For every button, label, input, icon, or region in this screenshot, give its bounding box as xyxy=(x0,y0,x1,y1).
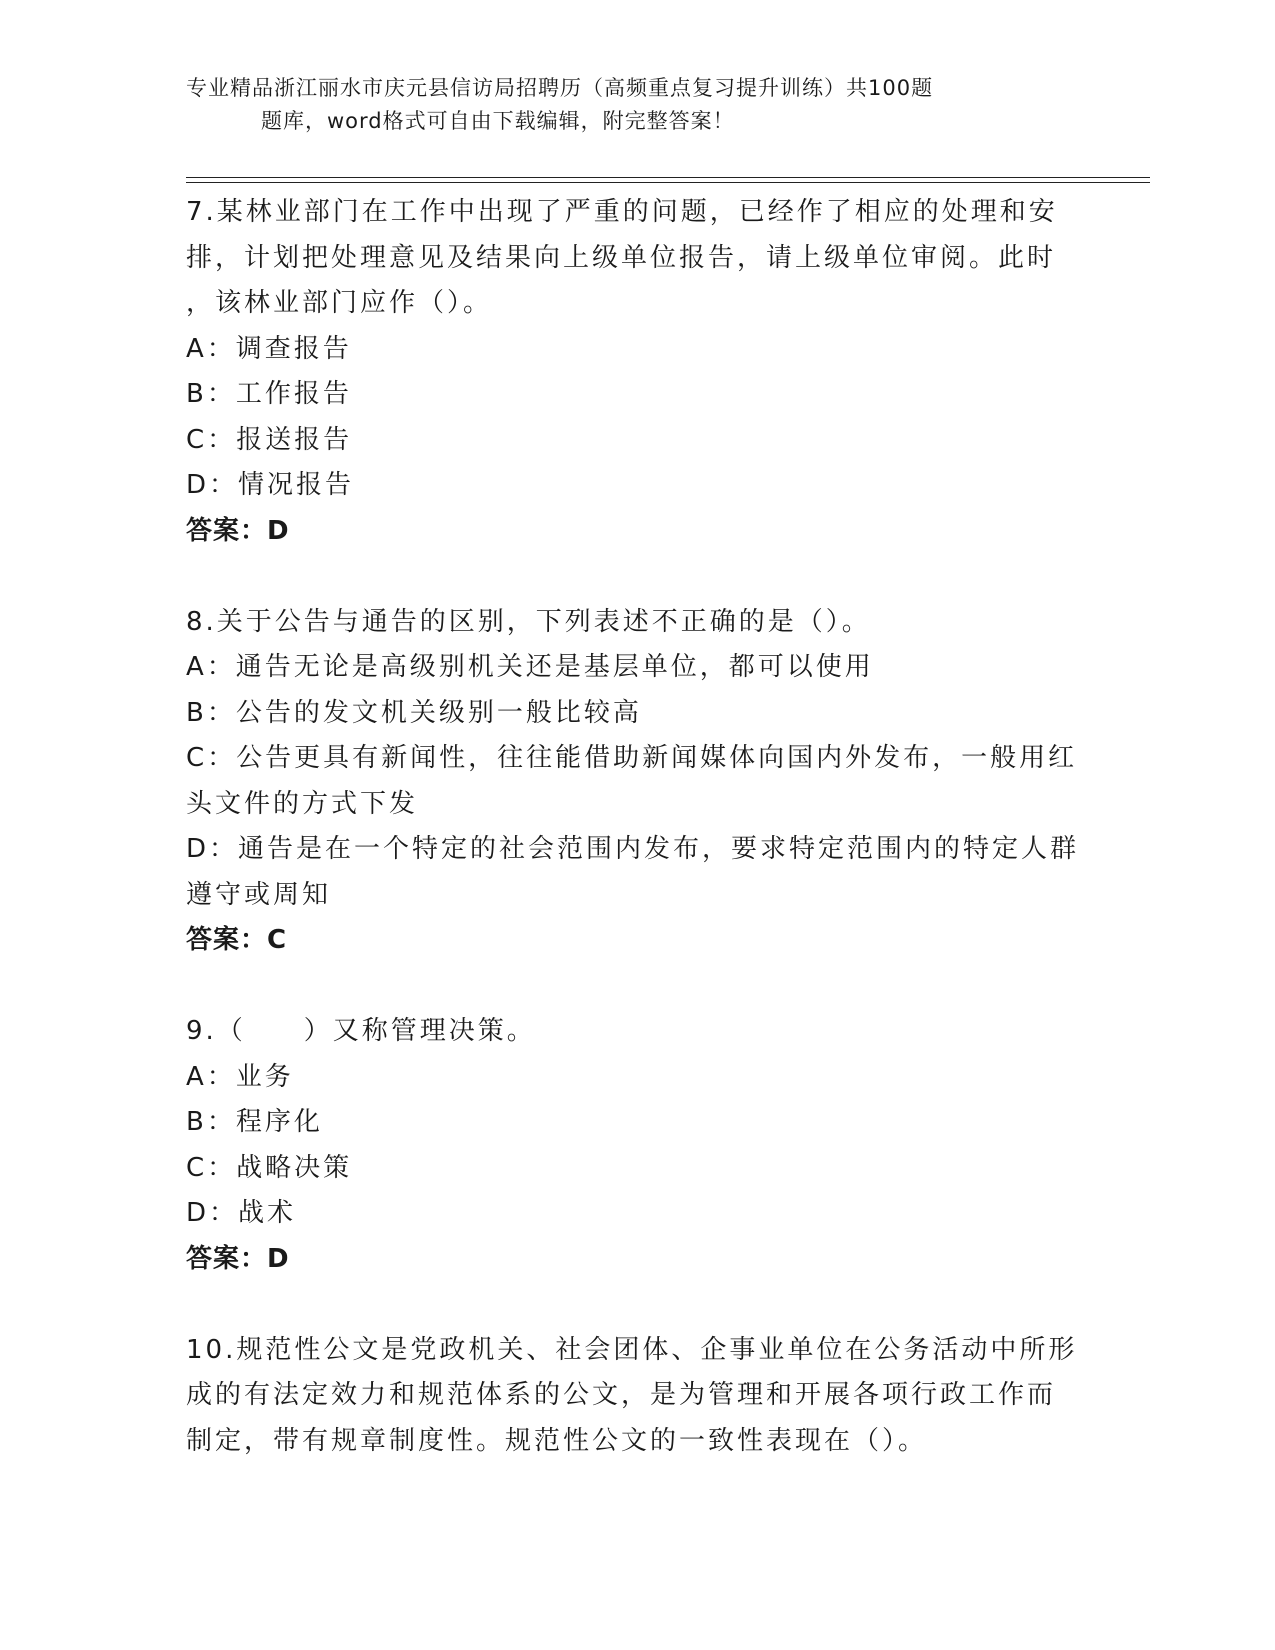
answer-option-line: A：调查报告 xyxy=(186,333,352,364)
answer-option-line: B：工作报告 xyxy=(186,379,352,409)
answer-option-line: D：战术 xyxy=(186,1198,297,1228)
question-block xyxy=(186,600,1086,964)
question-spacer xyxy=(186,554,1086,600)
answer-key: 答案：C xyxy=(186,925,288,955)
question-block xyxy=(186,1009,1086,1282)
answer-option-line: A：通告无论是高级别机关还是基层单位，都可以使用 xyxy=(186,652,874,682)
question-text-line: 排，计划把处理意见及结果向上级单位报告，请上级单位审阅。此时 xyxy=(186,242,1057,273)
question-spacer xyxy=(186,964,1086,1010)
answer-option-line: B：公告的发文机关级别一般比较高 xyxy=(186,697,642,728)
question-block xyxy=(186,190,1086,554)
question-text-line: ，该林业部门应作（）。 xyxy=(186,288,493,318)
question-text-line: 成的有法定效力和规范体系的公文，是为管理和开展各项行政工作而 xyxy=(186,1380,1057,1410)
question-list xyxy=(186,190,1086,1464)
question-text-line: 7.某林业部门在工作中出现了严重的问题，已经作了相应的处理和安 xyxy=(186,197,1058,227)
question-text-line: 制定，带有规章制度性。规范性公文的一致性表现在（）。 xyxy=(186,1425,928,1456)
header-title-line-1: 专业精品浙江丽水市庆元县信访局招聘历（高频重点复习提升训练）共100题 xyxy=(186,76,934,100)
answer-option-line: C：公告更具有新闻性，往往能借助新闻媒体向国内外发布，一般用红 xyxy=(186,743,1078,773)
document-header xyxy=(186,72,1046,138)
answer-option-line: D：通告是在一个特定的社会范围内发布，要求特定范围内的特定人群 xyxy=(186,834,1080,864)
header-divider-bottom xyxy=(186,182,1150,183)
answer-option-line: D：情况报告 xyxy=(186,470,355,500)
answer-option-line: A：业务 xyxy=(186,1061,294,1092)
question-text-line: 8.关于公告与通告的区别，下列表述不正确的是（）。 xyxy=(186,606,871,637)
header-title-line-2: 题库，word格式可自由下载编辑，附完整答案！ xyxy=(261,109,735,133)
answer-key: 答案：D xyxy=(186,1243,290,1274)
answer-option-line: C：报送报告 xyxy=(186,424,353,455)
answer-option-line: 遵守或周知 xyxy=(186,879,332,910)
answer-option-line: 头文件的方式下发 xyxy=(186,788,419,819)
question-spacer xyxy=(186,1282,1086,1328)
header-divider-top xyxy=(186,177,1150,178)
answer-key: 答案：D xyxy=(186,515,290,546)
answer-option-line: C：战略决策 xyxy=(186,1152,353,1183)
question-text-line: 9.（ ）又称管理决策。 xyxy=(186,1016,536,1046)
question-block xyxy=(186,1328,1086,1465)
answer-option-line: B：程序化 xyxy=(186,1107,323,1137)
question-text-line: 10.规范性公文是党政机关、社会团体、企事业单位在公务活动中所形 xyxy=(186,1334,1078,1365)
